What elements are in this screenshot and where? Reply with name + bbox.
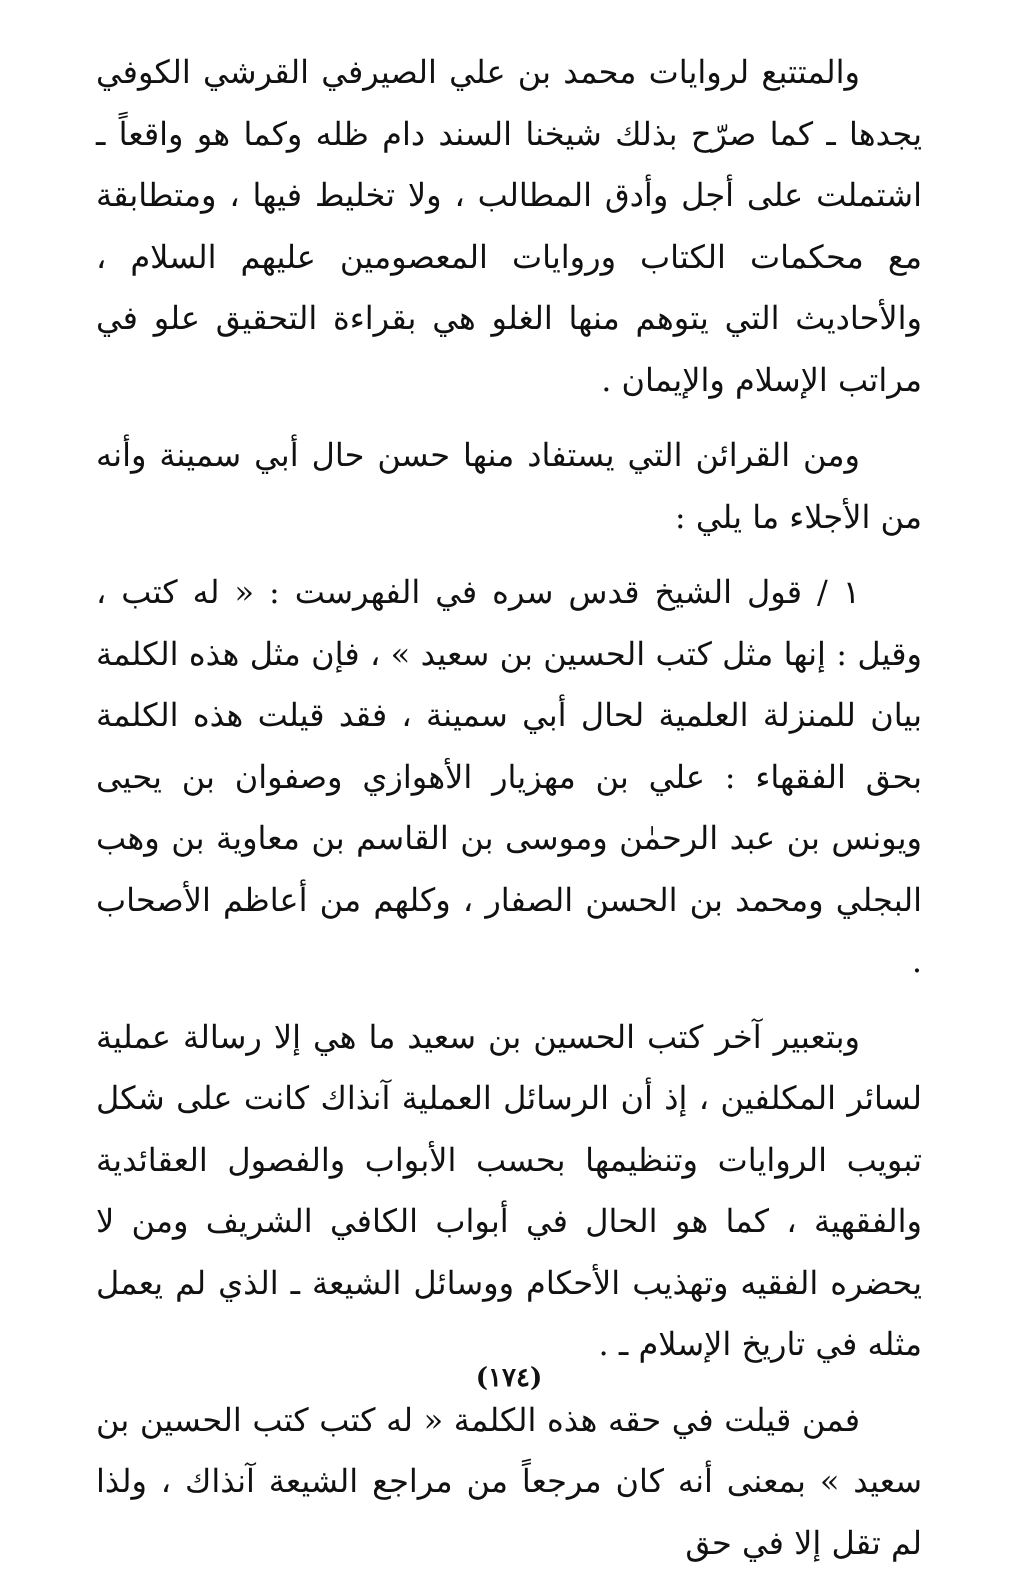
paragraph-3: ١ / قول الشيخ قدس سره في الفهرست : « له كتب ، وقيل : إنها مثل كتب الحسين بن سعيد » ، فإن مثل هذه الكلمة بيان للمنزلة العلمية لحال أبي سمينة ، فقد قيلت هذه الكلمة بحق الفقهاء : علي بن مهزيار الأهوازي وصفوان بن يحيى ويونس بن عبد الرحمٰن وموسى بن القاسم بن معاوية بن وهب البجلي ومحمد بن الحسن الصفار ، وكلهم من أعاظم الأصحاب . [96, 562, 922, 993]
paragraph-1: والمتتبع لروايات محمد بن علي الصيرفي القرشي الكوفي يجدها ـ كما صرّح بذلك شيخنا السند دام ظله وكما هو واقعاً ـ اشتملت على أجل وأدق المطالب ، ولا تخليط فيها ، ومتطابقة مع محكمات الكتاب وروايات المعصومين عليهم السلام ، والأحاديث التي يتوهم منها الغلو هي بقراءة التحقيق علو في مراتب الإسلام والإيمان . [96, 42, 922, 411]
paragraph-5: فمن قيلت في حقه هذه الكلمة « له كتب كتب الحسين بن سعيد » بمعنى أنه كان مرجعاً من مراجع الشيعة آنذاك ، ولذا لم تقل إلا في حق [96, 1390, 922, 1574]
page-number: (١٧٤) [0, 1363, 1018, 1393]
paragraph-4: وبتعبير آخر كتب الحسين بن سعيد ما هي إلا رسالة عملية لسائر المكلفين ، إذ أن الرسائل العملية آنذاك كانت على شكل تبويب الروايات وتنظيمها بحسب الأبواب والفصول العقائدية والفقهية ، كما هو الحال في أبواب الكافي الشريف ومن لا يحضره الفقيه وتهذيب الأحكام ووسائل الشيعة ـ الذي لم يعمل مثله في تاريخ الإسلام ـ . [96, 1007, 922, 1376]
paragraph-2: ومن القرائن التي يستفاد منها حسن حال أبي سمينة وأنه من الأجلاء ما يلي : [96, 425, 922, 548]
page-body [96, 42, 922, 1574]
